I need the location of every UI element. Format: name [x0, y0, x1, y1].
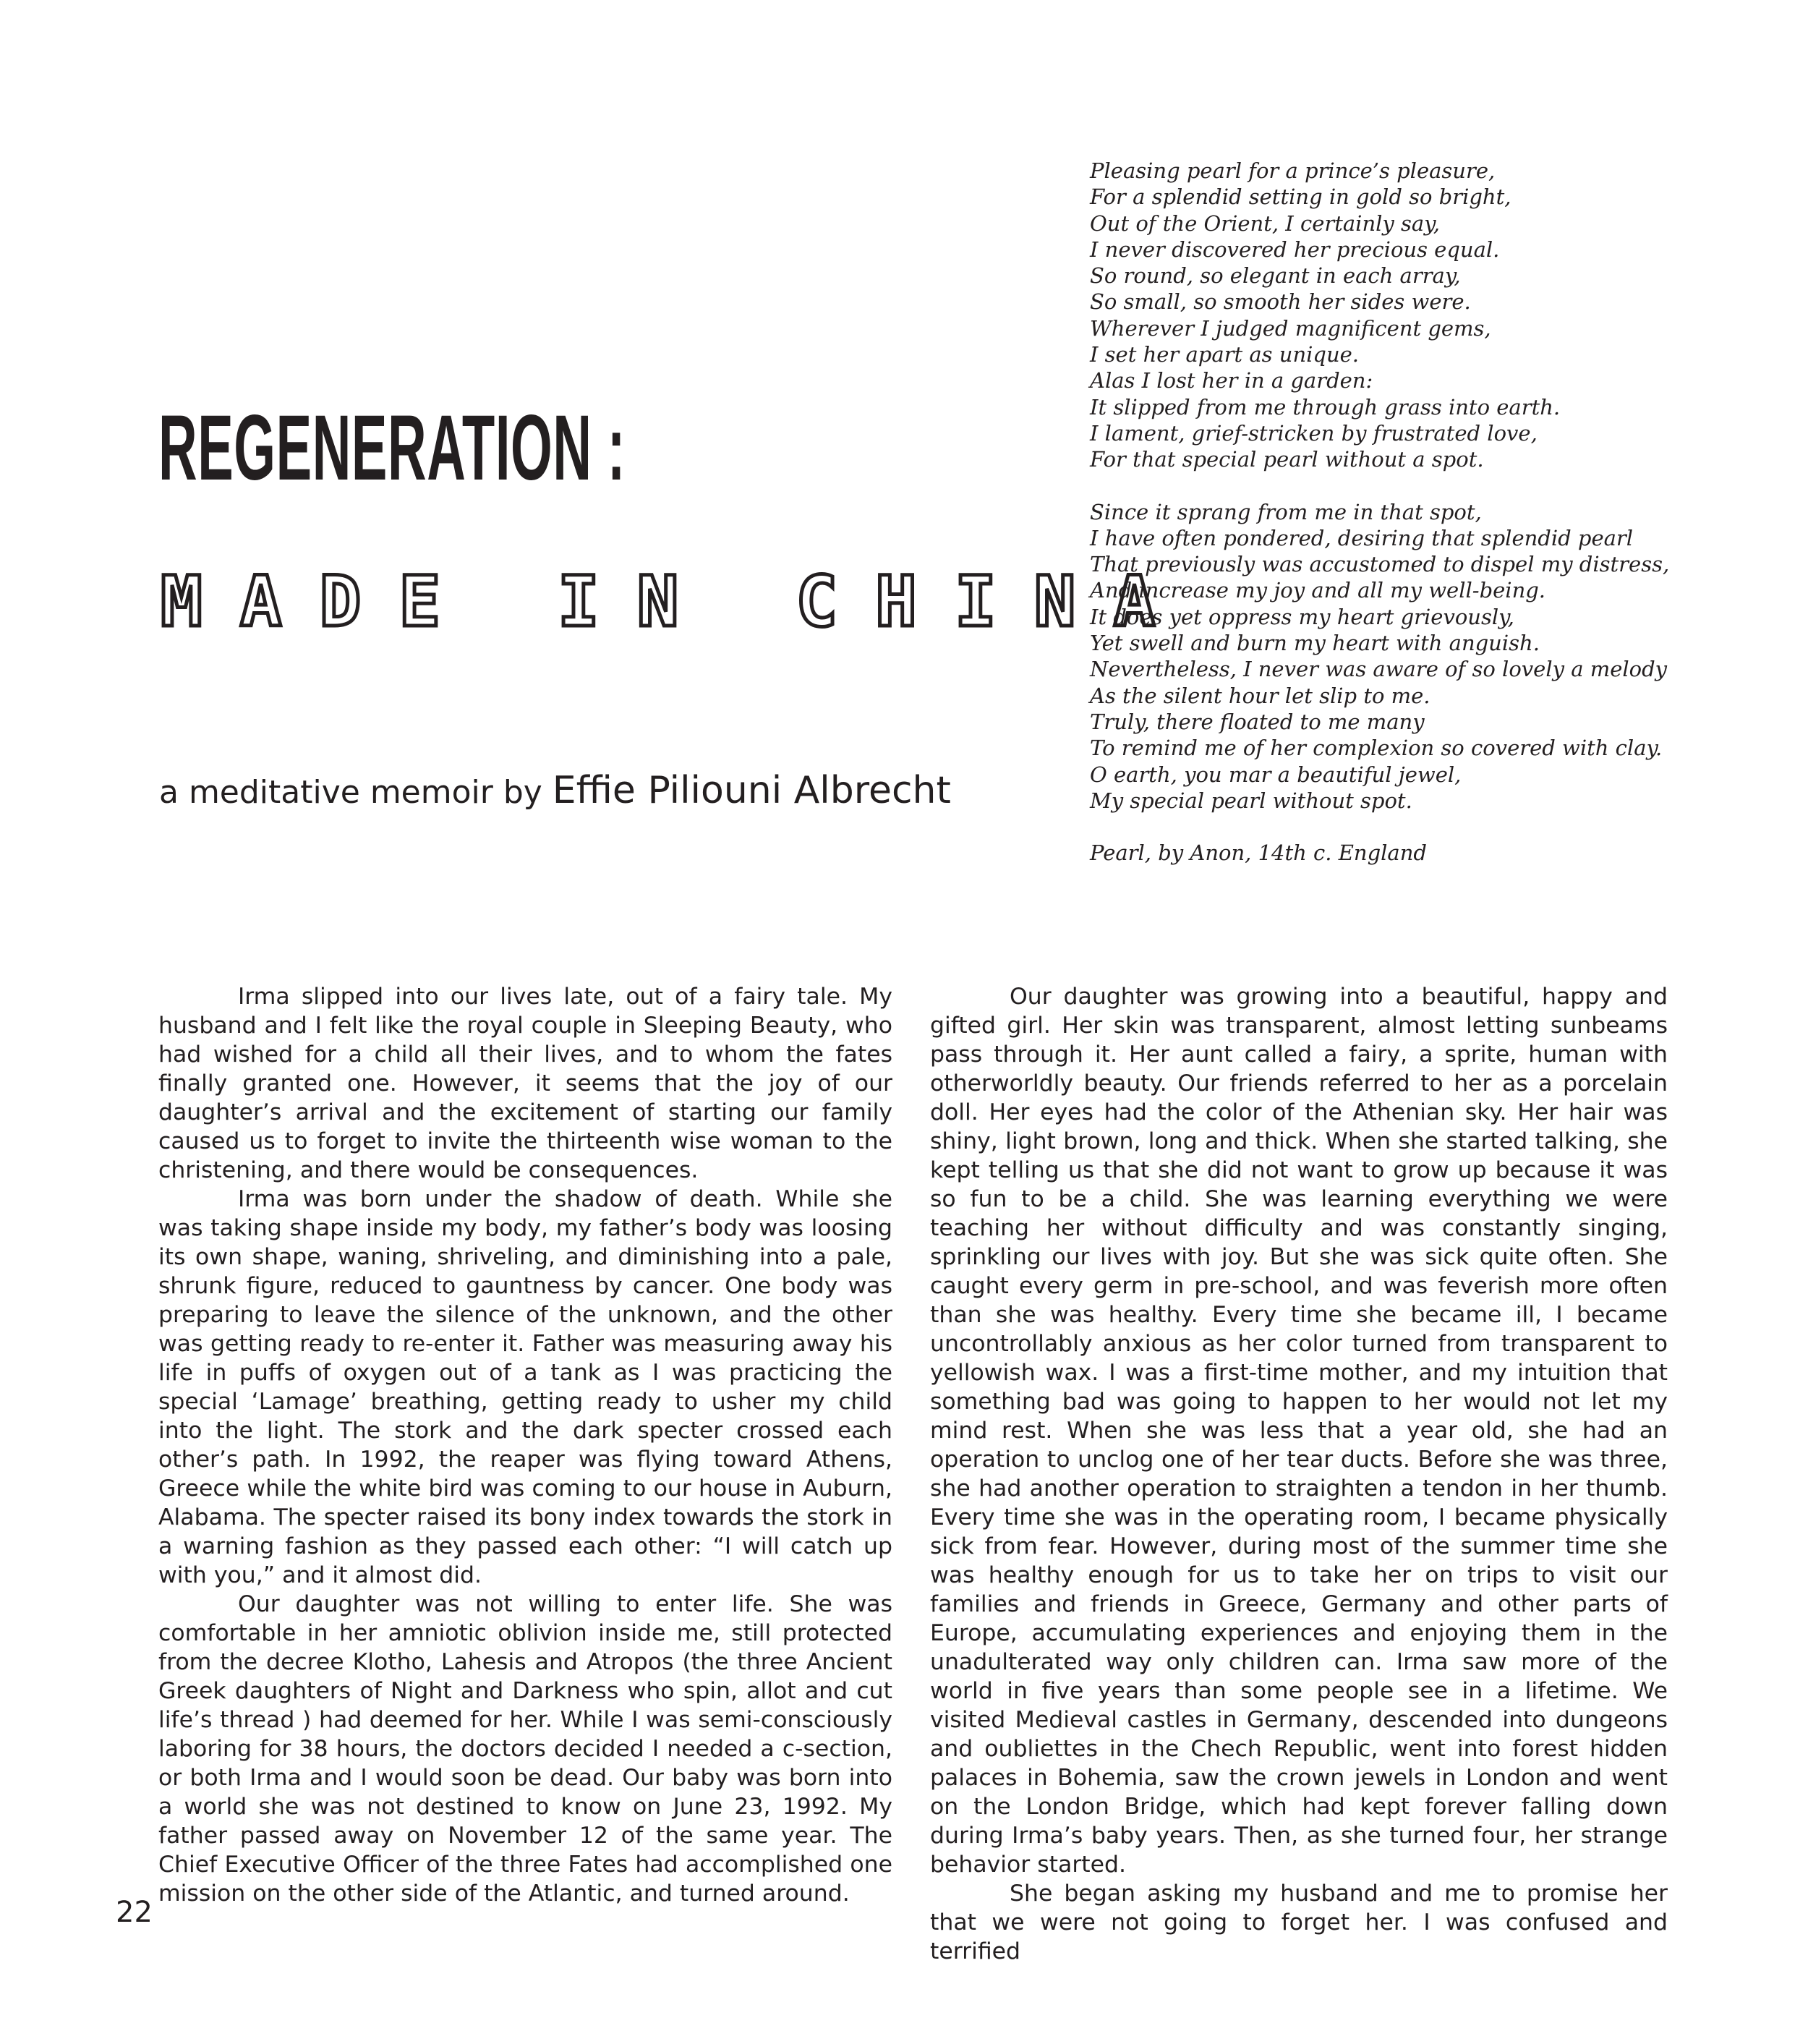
poem-line: My special pearl without spot.: [1090, 788, 1412, 813]
poem-line: It does yet oppress my heart grievously,: [1090, 604, 1514, 629]
poem-line: For that special pearl without a spot.: [1090, 447, 1484, 472]
page-number: 22: [116, 1896, 153, 1929]
poem-line: Truly, there floated to me many: [1090, 709, 1425, 734]
byline-lead: a meditative memoir by: [159, 774, 553, 811]
body-paragraph: Irma was born under the shadow of death. While she was taking shape inside my body, my father’s body was loosing its own shape, waning, shriveling, and diminishing into a pale, shrunk figure, reduced to gauntness by cancer. One body was preparing to leave the silence of the unknown, and the other was getting ready to re-enter it. Father was measuring away his life in puffs of oxygen out of a tank as I was practicing the special ‘Lamage’ breathing, getting ready to usher my child into the light. The stork and the dark specter crossed each other’s path. In 1992, the reaper was flying toward Athens, Greece while the white bird was coming to our house in Auburn, Alabama. The specter raised its bony index towards the stork in a warning fashion as they passed each other: “I will catch up with you,” and it almost did.: [158, 1186, 892, 1588]
body-paragraph: Our daughter was growing into a beautiful, happy and gifted girl. Her skin was transparent, almost letting sunbeams pass through it. Her aunt called a fairy, a sprite, human with otherworldly beauty. Our friends referred to her as a porcelain doll. Her eyes had the color of the Athenian sky. Her hair was shiny, light brown, long and thick. When she started talking, she kept telling us that she did not want to grow up because it was so fun to be a child. She was learning everything we were teaching her without difficulty and was constantly singing, sprinkling our lives with joy. But she was sick quite often. She caught every germ in pre-school, and was feverish more often than she was healthy. Every time she became ill, I became uncontrollably anxious as her color turned from transparent to yellowish wax. I was a first-time mother, and my intuition that something bad was going to happen to her would not let my mind rest. When she was less that a year old, she had an operation to unclog one of her tear ducts. Before she was three, she had another operation to straighten a tendon in her thumb. Every time she was in the operating room, I became physically sick from fear. However, during most of the summer time she was healthy enough for us to take her on trips to visit our families and friends in Greece, Germany and other parts of Europe, accumulating experiences and enjoying them in the unadulterated way only children can. Irma saw more of the world in five years than some people see in a lifetime. We visited Medieval castles in Germany, descended into dungeons and oubliettes in the Chech Republic, went into forest hidden palaces in Bohemia, saw the crown jewels in London and went on the London Bridge, which had kept forever falling down during Irma’s baby years. Then, as she turned four, her strange behavior started.: [930, 984, 1668, 1878]
poem-line: O earth, you mar a beautiful jewel,: [1090, 762, 1462, 787]
poem-line: That previously was accustomed to dispel my distress,: [1090, 552, 1670, 577]
poem-line: And increase my joy and all my well-being.: [1090, 578, 1546, 603]
poem-stanza-2: [1090, 499, 1741, 814]
poem-line: For a splendid setting in gold so bright,: [1090, 184, 1511, 210]
poem-line: It slipped from me through grass into earth.: [1090, 394, 1561, 420]
poem-line: Yet swell and burn my heart with anguish.: [1090, 631, 1540, 656]
body-paragraph: Our daughter was not willing to enter life. She was comfortable in her amniotic oblivion inside me, still protected from the decree Klotho, Lahesis and Atropos (the three Ancient Greek daughters of Night and Darkness who spin, allot and cut life’s thread ) had deemed for her. While I was semi-consciously laboring for 38 hours, the doctors decided I needed a c-section, or both Irma and I would soon be dead. Our baby was born into a world she was not destined to know on June 23, 1992. My father passed away on November 12 of the same year. The Chief Executive Officer of the three Fates had accomplished one mission on the other side of the Atlantic, and turned around.: [158, 1591, 892, 1907]
article-subtitle: MADE IN CHINA: [161, 561, 1193, 642]
byline-author: Effie Piliouni Albrecht: [552, 769, 951, 812]
body-paragraph: She began asking my husband and me to promise her that we were not going to forget her. I was confused and terrified: [930, 1881, 1668, 1964]
poem-line: I have often pondered, desiring that splendid pearl: [1090, 525, 1634, 550]
poem-line: So round, so elegant in each array,: [1090, 263, 1461, 289]
poem-line: I never discovered her precious equal.: [1090, 237, 1500, 262]
poem-line: Since it sprang from me in that spot,: [1090, 499, 1482, 524]
poem-stanza-1: [1090, 158, 1741, 473]
poem-line: Pleasing pearl for a prince’s pleasure,: [1090, 158, 1496, 183]
poem-line: I set her apart as unique.: [1090, 342, 1360, 367]
poem-line: Wherever I judged magnificent gems,: [1090, 315, 1491, 341]
body-column-right: [930, 982, 1668, 1966]
poem-line: Out of the Orient, I certainly say,: [1090, 210, 1440, 236]
poem-line: As the silent hour let slip to me.: [1090, 683, 1430, 708]
epigraph-poem: [1090, 158, 1741, 866]
poem-line: Alas I lost her in a garden:: [1090, 368, 1373, 393]
poem-attribution: Pearl, by Anon, 14th c. England: [1090, 840, 1427, 866]
poem-line: I lament, grief-stricken by frustrated love,: [1090, 420, 1538, 446]
body-column-left: [158, 982, 892, 1908]
article-title: REGENERATION :: [158, 396, 626, 500]
poem-line: Nevertheless, I never was aware of so lovely a melody: [1090, 657, 1668, 682]
poem-line: To remind me of her complexion so covered with clay.: [1090, 736, 1663, 761]
body-paragraph: Irma slipped into our lives late, out of a fairy tale. My husband and I felt like the royal couple in Sleeping Beauty, who had wished for a child all their lives, and to whom the fates finally granted one. However, it seems that the joy of our daughter’s arrival and the excitement of starting our family caused us to forget to invite the thirteenth wise woman to the christening, and there would be consequences.: [158, 984, 892, 1183]
poem-line: So small, so smooth her sides were.: [1090, 289, 1471, 315]
byline: [159, 769, 951, 812]
